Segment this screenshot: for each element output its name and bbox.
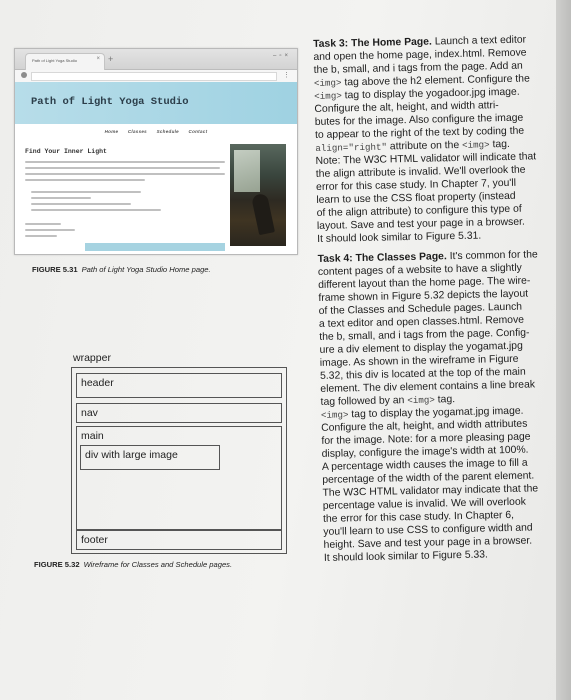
task3-line: It should look similar to Figure 5.31. — [317, 230, 482, 245]
address-bar — [31, 72, 277, 81]
site-heading: Find Your Inner Light — [25, 148, 107, 155]
task4-title: Task 4: The Classes Page. — [317, 251, 447, 265]
site-nav-item: Classes — [127, 129, 147, 134]
task3-line: Configure the alt, height, and width attri- — [314, 100, 499, 115]
task4-line: display, configure the image's width at 100%. — [321, 444, 529, 460]
blurred-text-line — [25, 179, 145, 181]
task4-line: The W3C HTML validator may indicate that the — [322, 483, 539, 499]
blurred-list-item — [31, 197, 91, 199]
figure-5-32-caption — [34, 560, 232, 569]
task4-line: 5.32, this div is located at the top of the main — [319, 366, 526, 382]
task-text-column — [313, 33, 549, 564]
task3-line: Note: The W3C HTML validator will indicate that — [315, 151, 537, 167]
task4-line: content pages of a website to have a slightly — [317, 262, 522, 278]
task4-line: for the image. Note: for a more pleasing page — [321, 431, 531, 447]
page-edge — [556, 0, 571, 700]
yoga-door-image — [230, 144, 286, 246]
task3-line: error for this case study. In Chapter 7, you'll — [316, 177, 517, 193]
task3-line: to appear to the right of the text by coding the — [314, 125, 525, 141]
browser-tab — [25, 53, 105, 70]
task4-line: Task 4: The Classes Page. It's common for the — [317, 249, 538, 265]
caption-label: FIGURE 5.31 — [32, 265, 78, 274]
site-nav-item: Home — [104, 129, 119, 134]
task4-line: the b, small, and i tags from the page. Config- — [319, 327, 530, 343]
blurred-text-line — [25, 173, 225, 175]
task4-line: the error for this case study. In Chapter 6, — [322, 509, 515, 525]
task3-line: the b, small, and i tags from the page. Add an — [313, 60, 523, 76]
task4-line: A percentage width causes the image to fill a — [321, 457, 528, 473]
reload-icon — [21, 72, 27, 78]
window-light — [234, 150, 260, 192]
wireframe-header — [76, 373, 282, 398]
wireframe-div-label: div with large image — [85, 449, 178, 461]
caption-label: FIGURE 5.32 — [34, 560, 80, 569]
wireframe-footer-label: footer — [81, 534, 108, 546]
task3-line: learn to use the CSS float property (instead — [316, 190, 516, 206]
task4-line: you'll learn to use CSS to configure width and — [323, 522, 533, 538]
task3-line: the align attribute is invalid. We'll overlook the — [315, 164, 526, 180]
task4-line: different layout than the home page. The wire- — [318, 275, 531, 291]
wireframe-nav-label: nav — [81, 407, 98, 419]
task3-line: layout. Save and test your page in a browser. — [316, 216, 525, 232]
wireframe-footer — [76, 530, 282, 550]
task4-line: <img> tag to display the yogamat.jpg image. — [320, 405, 524, 421]
wireframe-main — [76, 426, 282, 530]
site-footer — [85, 243, 225, 251]
menu-icon: ⋮ — [283, 72, 290, 79]
task4-line: percentage of the width of the parent element. — [322, 470, 535, 486]
task4-line: height. Save and test your page in a browser. — [323, 535, 533, 551]
wireframe-main-label: main — [81, 430, 104, 442]
wireframe-nav — [76, 403, 282, 423]
task3-line: align="right" attribute on the <img> tag. — [315, 138, 510, 154]
task4-line: It should look similar to Figure 5.33. — [323, 549, 489, 564]
blurred-list-item — [31, 191, 141, 193]
task4-line: frame shown in Figure 5.32 depicts the layout — [318, 288, 529, 304]
close-icon: × — [96, 56, 100, 62]
site-title: Path of Light Yoga Studio — [31, 96, 189, 108]
caption-text: Path of Light Yoga Studio Home page. — [81, 265, 211, 274]
browser-tab-title: Path of Light Yoga Studio — [32, 58, 77, 63]
task3-line: <img> tag above the h2 element. Configure the — [313, 73, 530, 89]
wireframe-wrapper-label: wrapper — [73, 352, 111, 364]
window-controls-icon: –▫× — [273, 53, 291, 59]
blurred-list-item — [31, 209, 161, 211]
task3-title: Task 3: The Home Page. — [313, 36, 432, 50]
wireframe-header-label: header — [81, 377, 114, 389]
task4-line: tag followed by an <img> tag. — [320, 394, 456, 408]
blurred-text-line — [25, 167, 220, 169]
task4-line: of the Classes and Schedule pages. Launch — [318, 301, 523, 317]
task3-line: and open the home page, index.html. Remove — [313, 47, 527, 63]
task4-line: image. As shown in the wireframe in Figure — [319, 353, 519, 369]
blurred-address-line — [25, 229, 75, 231]
task4-line: ure a div element to display the yogamat.jpg — [319, 340, 523, 356]
figure-5-31-caption — [32, 265, 211, 274]
blurred-address-line — [25, 223, 61, 225]
task3-line: of the align attribute) to configure this type of — [316, 203, 522, 219]
caption-text: Wireframe for Classes and Schedule pages. — [83, 560, 233, 569]
task3-line: butes for the image. Also configure the image — [314, 112, 524, 128]
site-header — [15, 82, 297, 124]
figure-5-31-browser-screenshot — [14, 48, 298, 255]
blurred-address-line — [25, 235, 57, 237]
yoga-figure — [251, 193, 275, 235]
task4-line: Configure the alt, height, and width attributes — [321, 418, 528, 434]
blurred-text-line — [25, 161, 225, 163]
task4-line: a text editor and open classes.html. Remove — [318, 314, 525, 330]
browser-tab-strip — [15, 49, 297, 70]
new-tab-icon: + — [108, 54, 114, 64]
wireframe-large-image-div — [80, 445, 220, 470]
site-nav-item: Schedule — [156, 129, 179, 134]
task3-line: Task 3: The Home Page. Launch a text editor — [313, 34, 527, 50]
task4-line: percentage value is invalid. We will overlook — [322, 496, 526, 512]
task4-line: element. The div element contains a line break — [320, 379, 536, 395]
blurred-list-item — [31, 203, 131, 205]
site-nav-item: Contact — [188, 129, 208, 134]
task3-line: <img> tag to display the yogadoor.jpg image. — [314, 86, 520, 102]
site-nav — [15, 129, 297, 134]
